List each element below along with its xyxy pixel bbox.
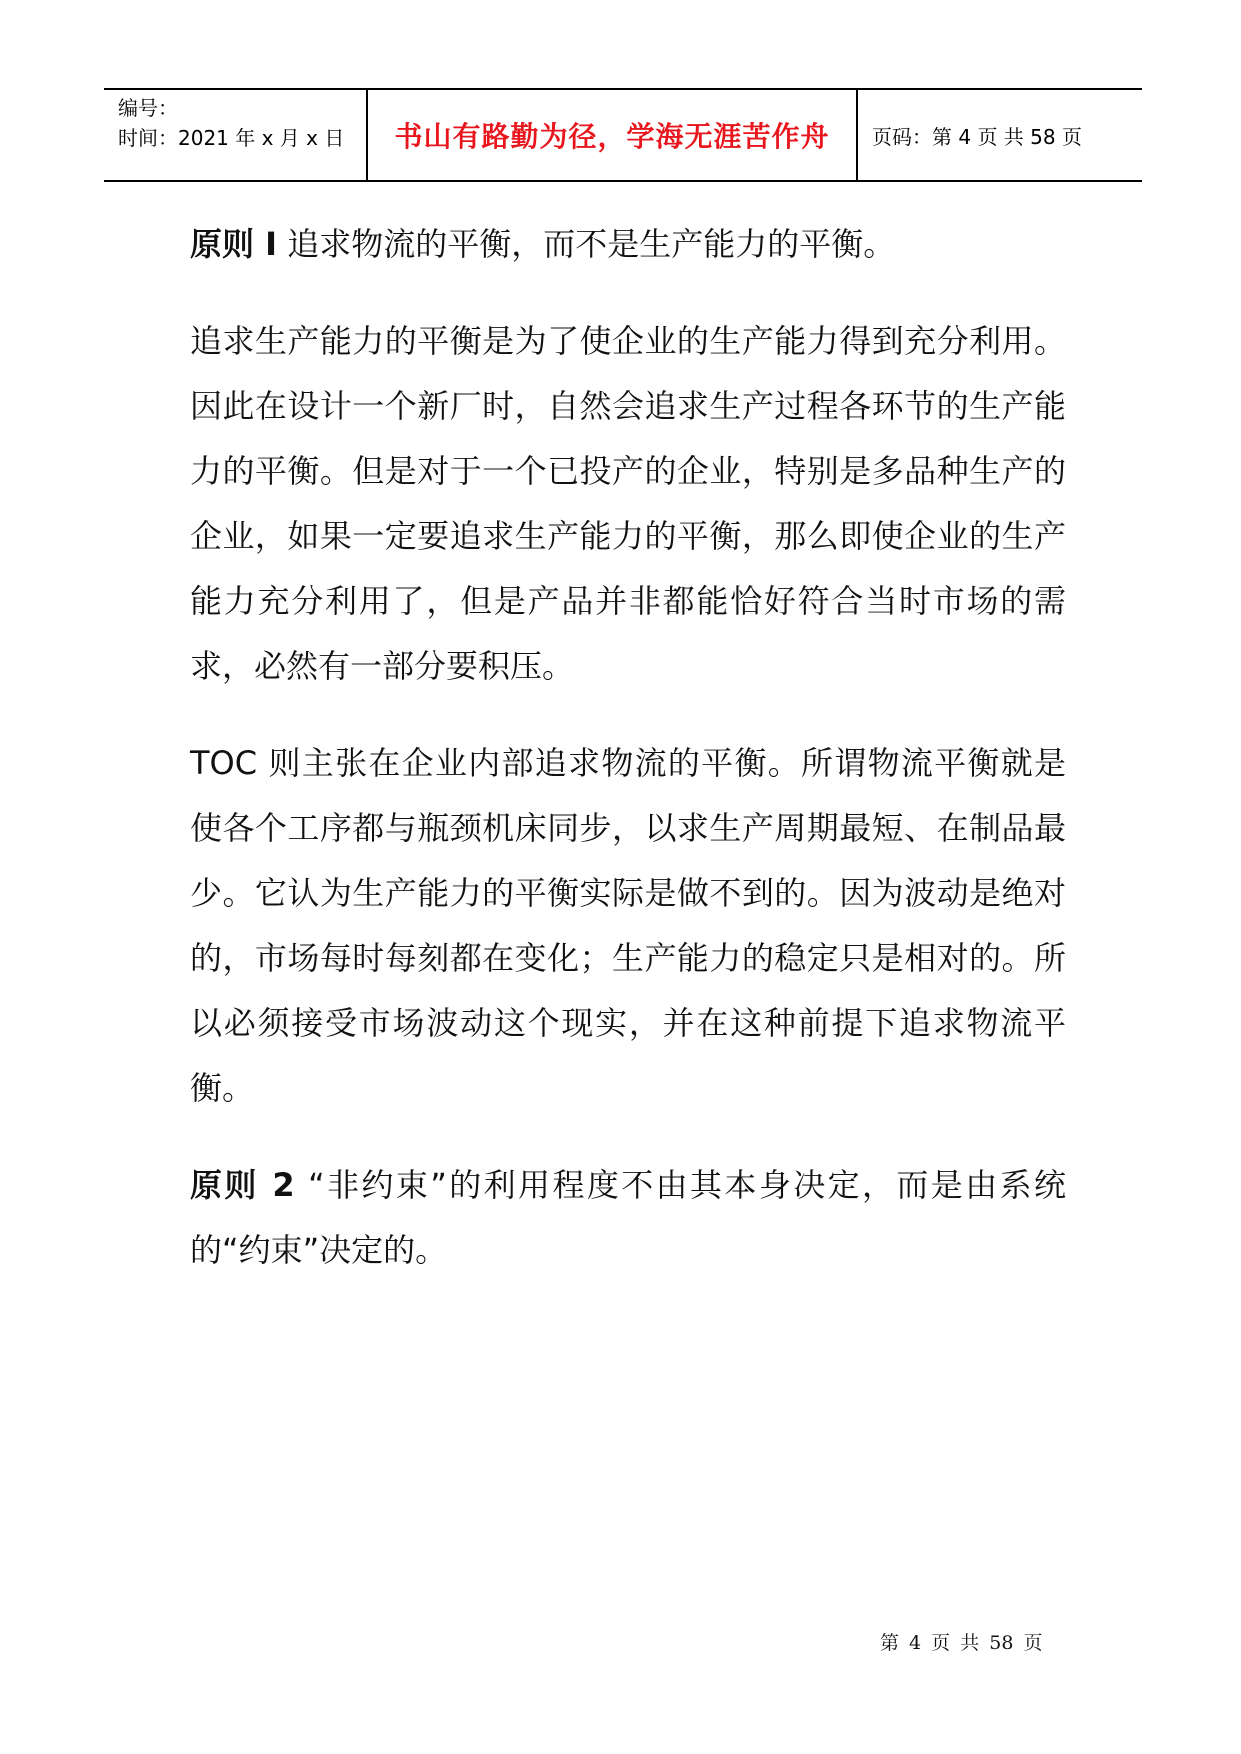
- body-paragraph-1: 追求生产能力的平衡是为了使企业的生产能力得到充分利用。因此在设计一个新厂时，自然会追求生产过程各环节的生产能力的平衡。但是对于一个已投产的企业，特别是多品种生产的企业，如果一定要追求生产能力的平衡，那么即使企业的生产能力充分利用了，但是产品并非都能恰好符合当时市场的需求，必然有一部分要积压。: [190, 322, 1066, 685]
- principle-1-paragraph: [190, 212, 1066, 277]
- page-footer: 第 4 页 共 58 页: [880, 1632, 1043, 1654]
- principle-1-heading: 原则 I: [190, 225, 278, 263]
- principle-2-paragraph: [190, 1153, 1066, 1283]
- principle-2-heading: 原则 2: [190, 1166, 309, 1204]
- document-number-label: 编号：: [118, 96, 178, 120]
- header-motto: 书山有路勤为径，学海无涯苦作舟: [368, 90, 858, 180]
- header-meta: [104, 90, 368, 180]
- document-body: [190, 212, 1066, 1315]
- header-page-label: 页码：第 4 页 共 58 页: [872, 124, 1082, 149]
- page-header: [104, 88, 1142, 182]
- document-time-label: 时间：2021 年 x 月 x 日: [118, 126, 345, 150]
- principle-2-text: “非约束”的利用程度不由其本身决定，而是由系统的“约束”决定的。: [190, 1166, 1066, 1269]
- body-paragraph-2: TOC 则主张在企业内部追求物流的平衡。所谓物流平衡就是使各个工序都与瓶颈机床同步，以求生产周期最短、在制品最少。它认为生产能力的平衡实际是做不到的。因为波动是绝对的，市场每时每刻都在变化；生产能力的稳定只是相对的。所以必须接受市场波动这个现实，并在这种前提下追求物流平衡。: [190, 744, 1066, 1107]
- principle-1-text: 追求物流的平衡，而不是生产能力的平衡。: [277, 225, 896, 263]
